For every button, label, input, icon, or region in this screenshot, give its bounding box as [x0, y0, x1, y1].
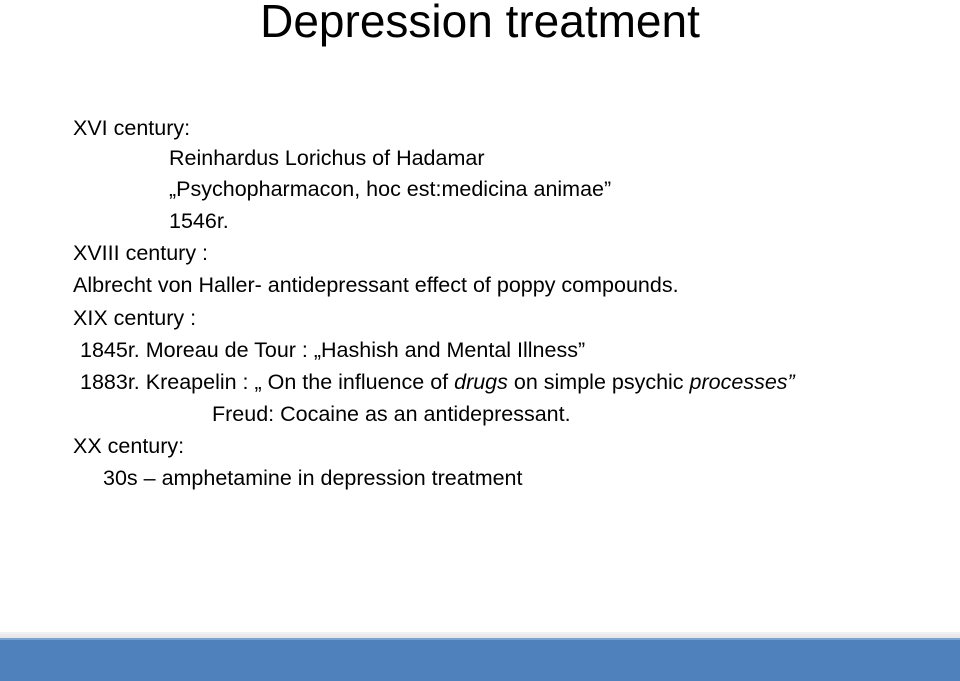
kraepelin-text-2: on simple psychic: [507, 370, 690, 394]
slide-title: Depression treatment: [260, 0, 700, 47]
footer-accent-bar: [0, 638, 960, 681]
amphetamine-entry: 30s – amphetamine in depression treatment: [103, 466, 523, 490]
year-1546: 1546r.: [169, 209, 229, 233]
lorichus-author: Reinhardus Lorichus of Hadamar: [169, 146, 485, 170]
kraepelin-drugs: drugs: [454, 370, 508, 394]
heading-xx-century: XX century:: [73, 434, 185, 458]
kraepelin-processes: processes”: [689, 370, 795, 394]
heading-xviii-century: XVIII century :: [73, 241, 209, 265]
kraepelin-text-1: 1883r. Kreapelin : „ On the influence of: [80, 370, 455, 394]
heading-xvi-century: XVI century:: [73, 116, 191, 140]
heading-xix-century: XIX century :: [73, 306, 197, 330]
kraepelin-entry: [80, 369, 795, 395]
moreau-entry: 1845r. Moreau de Tour : „Hashish and Mental Illness”: [80, 338, 586, 362]
freud-entry: Freud: Cocaine as an antidepressant.: [212, 402, 571, 426]
psychopharmacon-title: „Psychopharmacon, hoc est:medicina animae”: [169, 177, 612, 201]
haller-entry: Albrecht von Haller- antidepressant effect of poppy compounds.: [73, 273, 679, 297]
